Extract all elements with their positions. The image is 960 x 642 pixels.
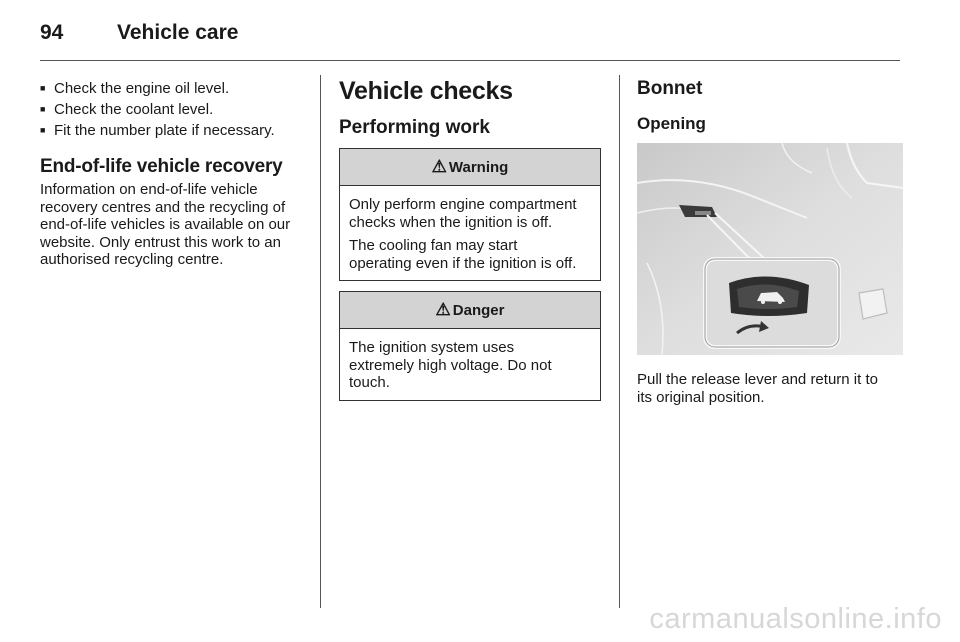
- bonnet-release-illustration: [637, 143, 903, 355]
- bullet-icon: ■: [40, 125, 46, 135]
- paragraph-line: operating even if the ignition is off.: [349, 254, 577, 272]
- paragraph-line: checks when the ignition is off.: [349, 213, 553, 231]
- list-item: [40, 78, 305, 99]
- opening-paragraph: [637, 371, 903, 406]
- paragraph-line: authorised recycling centre.: [40, 251, 224, 268]
- warning-header: [340, 149, 600, 186]
- column-left: [40, 78, 305, 269]
- column-right: [637, 78, 903, 406]
- recovery-heading: End-of-life vehicle recovery: [40, 156, 283, 177]
- warning-paragraph-1: [349, 196, 591, 231]
- vehicle-checks-title: Vehicle checks: [339, 77, 513, 105]
- header-rule: [40, 60, 900, 61]
- danger-body: [340, 329, 600, 400]
- paragraph-line: Pull the release lever and return it to: [637, 371, 878, 388]
- page-number: 94: [40, 21, 64, 44]
- paragraph-line: The ignition system uses: [349, 339, 515, 356]
- paragraph-line: The cooling fan may start: [349, 237, 518, 254]
- watermark: carmanualsonline.info: [649, 603, 942, 635]
- page-header: [40, 18, 238, 48]
- checklist: [40, 78, 305, 141]
- list-item-text: Check the coolant level.: [54, 101, 214, 118]
- warning-icon: ⚠: [431, 157, 447, 176]
- column-divider-2: [619, 75, 620, 608]
- danger-label: Danger: [452, 301, 505, 319]
- paragraph-line: touch.: [349, 374, 390, 391]
- bullet-icon: ■: [40, 83, 46, 93]
- bonnet-heading: Bonnet: [637, 78, 703, 99]
- warning-box: [339, 148, 601, 281]
- warning-paragraph-2: [349, 237, 591, 272]
- opening-heading: Opening: [637, 114, 706, 133]
- list-item: [40, 120, 305, 141]
- list-item-text: Check the engine oil level.: [54, 80, 230, 97]
- bonnet-release-lever-image: [637, 143, 903, 355]
- bullet-icon: ■: [40, 104, 46, 114]
- paragraph-line: its original position.: [637, 388, 765, 406]
- list-item: [40, 99, 305, 120]
- paragraph-line: recovery centres and the recycling of: [40, 198, 286, 216]
- paragraph-line: Information on end-of-life vehicle: [40, 181, 258, 198]
- paragraph-line: end-of-life vehicles is available on our: [40, 216, 291, 233]
- list-item-text: Fit the number plate if necessary.: [54, 122, 275, 139]
- paragraph-line: website. Only entrust this work to an: [40, 233, 281, 251]
- danger-box: [339, 291, 601, 401]
- warning-triangle-icon: ⚠: [435, 300, 451, 319]
- warning-label: Warning: [448, 158, 509, 176]
- recovery-paragraph: [40, 181, 305, 269]
- column-middle: [339, 78, 601, 411]
- performing-work-heading: Performing work: [339, 117, 490, 138]
- danger-header: [340, 292, 600, 329]
- paragraph-line: extremely high voltage. Do not: [349, 356, 552, 374]
- danger-paragraph: [349, 339, 591, 392]
- column-divider-1: [320, 75, 321, 608]
- paragraph-line: Only perform engine compartment: [349, 196, 577, 213]
- warning-body: [340, 186, 600, 280]
- section-title: Vehicle care: [117, 21, 239, 44]
